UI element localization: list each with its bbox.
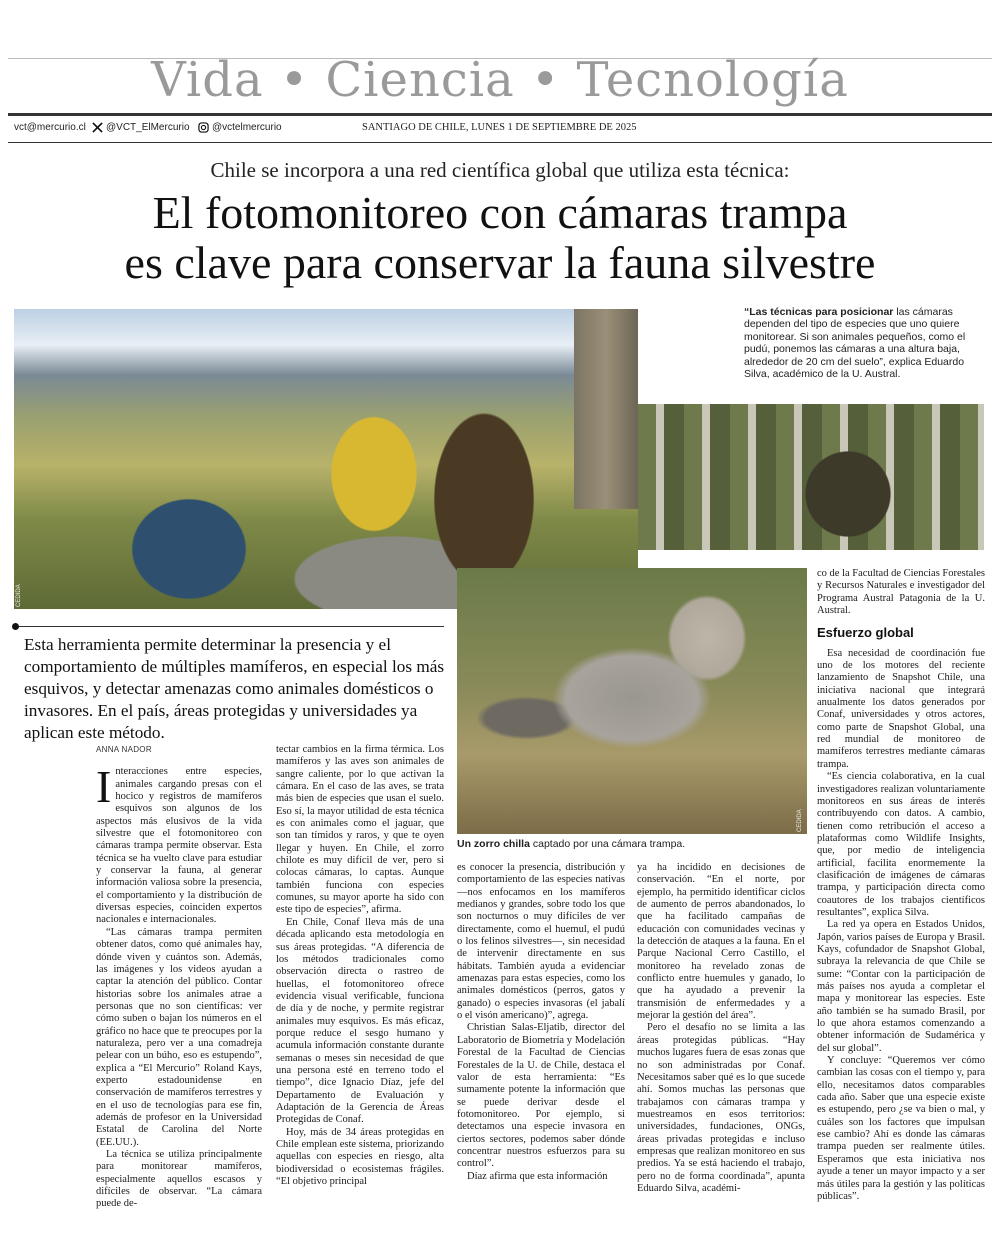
subhead-esfuerzo-global: Esfuerzo global <box>817 625 914 641</box>
body-column-4 <box>637 862 805 1195</box>
masthead-rule <box>8 113 992 116</box>
dateline: SANTIAGO DE CHILE, LUNES 1 DE SEPTIEMBRE DE 2025 <box>362 122 637 133</box>
caption-fox-text: captado por una cámara trampa. <box>529 838 686 850</box>
x-icon <box>92 122 103 136</box>
body-paragraph: Interacciones entre especies, animales cargando presas con el hocico y registros de mamíferos esquivos son algunos de los aspectos más elusivos de la vida silvestre que el fotomonitoreo con cámaras trampa permite observar. Esta técnica se ha vuelto clave para estudiar y conservar la fauna, al generar información valiosa sobre la presencia, el comportamiento y la distribución de diversas especies, coinciden expertos nacionales e internacionales. <box>96 761 262 926</box>
photo-rock <box>574 309 638 509</box>
x-handle[interactable]: @VCT_ElMercurio <box>106 122 190 133</box>
caption-techniques-text: las cámaras dependen del tipo de especies que uno quiere monitorear. Si son animales pequeños, como el pudú, ponemos las cámaras a una altura baja, alrededor de 20 cm del suelo”, explica Eduardo Silva, académico de la U. Austral. <box>744 306 966 381</box>
caption-techniques-bold: “Las técnicas para posicionar <box>744 306 894 318</box>
body-paragraph: “Las cámaras trampa permiten obtener datos, como qué animales hay, dónde viven y cuántos son. Además, las imágenes y los videos ayudan a captar la atención del público. Contar historias sobre los animales atrae a personas que no son científicas: ver cómo suben o bajan los números en el gráfico no hace que te preocupes por la naturaleza, pero ver a una comadreja pelear con un búho, eso es estupendo”, explica a “El Mercurio” Roland Kays, experto estadounidense en conservación de mamíferos terrestres y en el uso de tecnologías para ese fin, además de profesor en la Universidad Estatal de Carolina del Norte (EE.UU.). <box>96 926 262 1148</box>
body-column-2 <box>276 744 444 1188</box>
body-paragraph: La red ya opera en Estados Unidos, Japón, varios países de Europa y Brasil. Kays, cofundador de Snapshot Global, subraya la relevancia de que Chile se sume: “Contar con la participación de más países nos ayuda a completar el mapa y monitorear las especies. Este año también se ha sumado Brasil, por lo que ahora estamos comenzando a obtener información de Sudamérica y del sur global”. <box>817 919 985 1054</box>
body-paragraph: La técnica se utiliza principalmente para monitorear mamíferos, especialmente aquellos escasos y difíciles de observar. “La cámara puede de- <box>96 1149 262 1210</box>
body-paragraph: En Chile, Conaf lleva más de una década aplicando esta metodología en sus áreas protegidas. “A diferencia de los métodos tradicionales como observación directa o rastreo de huellas, el fotomonitoreo ofrece evidencia visual verificable, funciona de día y de noche, y permite registrar animales muy esquivos. Es más eficaz, porque reduce el sesgo humano y acumula información constante durante semanas o meses sin necesidad de que una persona esté en terreno todo el tiempo”, dice Ignacio Díaz, jefe del Departamento de Evaluación y Adaptación de la Gerencia de Áreas Protegidas de Conaf. <box>276 916 444 1126</box>
body-paragraph: “Es ciencia colaborativa, en la cual investigadores realizan voluntariamente monitoreos en sus áreas de interés contribuyendo con datos. A cambio, tienen como retribución el acceso a plataformas como Wildlife Insights, que, por medio de inteligencia artificial, facilita enormemente la clasificación de imágenes de cámaras trampa, y participación directa como coautores de los trabajos científicos resultantes”, explica Silva. <box>817 771 985 918</box>
caption-fox-bold: Un zorro chilla <box>457 838 530 850</box>
info-rule <box>8 142 992 143</box>
headline-line-2: es clave para conservar la fauna silvestre <box>124 237 876 288</box>
body-column-5 <box>817 568 985 1203</box>
photo-fox <box>457 568 807 834</box>
instagram-handle[interactable]: @vctelmercurio <box>212 122 282 133</box>
lead-rule <box>14 626 444 627</box>
section-title: Vida • Ciencia • Tecnología <box>151 52 849 108</box>
photo-credit: CEDIDA <box>16 584 22 607</box>
body-paragraph: Hoy, más de 34 áreas protegidas en Chile emplean este sistema, priorizando aquellas con especies en riesgo, alta biodiversidad o ecosistemas frágiles. “El objetivo principal <box>276 1126 444 1188</box>
kicker: Chile se incorpora a una red científica global que utiliza esta técnica: <box>210 158 790 182</box>
body-paragraph: co de la Facultad de Ciencias Forestales y Recursos Naturales e investigador del Programa Austral Patagonia de la U. Austral. <box>817 568 985 617</box>
body-paragraph: Y concluye: “Queremos ver cómo cambian las cosas con el tiempo y, para ello, necesitamos datos comparables cada año. Saber que una especie existe es estupendo, pero ¿se va bien o mal, y cuáles son los factores que impulsan ese cambio? Ahí es donde las cámaras trampa pueden ser realmente útiles. Esperamos que esta iniciativa nos ayude a tener un mayor impacto y a ser más útiles para la gestión y las políticas públicas”. <box>817 1055 985 1202</box>
body-paragraph: ya ha incidido en decisiones de conservación. “En el norte, por ejemplo, ha permitido identificar ciclos de aumento de perros abandonados, lo que ha facilitado campañas de educación con comunidades vecinas y la detección de ataques a la fauna. En el Parque Nacional Cerro Castillo, el monitoreo ha revelado zonas de conflicto entre huemules y ganado, lo que ha ayudado a prevenir la transmisión de enfermedades y a mejorar la gestión del área”. <box>637 862 805 1022</box>
body-column-3 <box>457 862 625 1183</box>
body-paragraph: Díaz afirma que esta información <box>467 1170 608 1182</box>
headline <box>0 188 1000 288</box>
instagram-icon <box>198 122 209 136</box>
body-paragraph: Christian Salas-Eljatib, director del Laboratorio de Biometría y Modelación Forestal de la Facultad de Ciencias Forestales de la U. de Chile, destaca el valor de esta herramienta: “Es sumamente potente la información que se puede derivar desde el fotomonitoreo. Por ejemplo, si detectamos una especie invasora en ciertos sectores, podemos saber dónde concentrar nuestros esfuerzos para su control”. <box>457 1022 625 1170</box>
body-paragraph: Pero el desafío no se limita a las áreas protegidas públicas. “Hay muchos lugares fuera de esas zonas que no son administradas por Conaf. Necesitamos saber qué es lo que sucede ahí. Somos muchas las personas que trabajamos con cámaras trampa y muestreamos en esos territorios: universidades, fundaciones, ONGs, áreas privadas protegidas e incluso empresas que realizan monitoreo en sus predios. Ya se está haciendo el trabajo, pero no de forma coordinada”, apunta Eduardo Silva, académi- <box>637 1022 805 1194</box>
email-link[interactable]: vct@mercurio.cl <box>14 122 86 133</box>
body-paragraph: Esa necesidad de coordinación fue uno de los motores del reciente lanzamiento de Snapshot Chile, una iniciativa nacional que integrará anualmente los datos generados por Conaf, universidades y otros actores, como parte de Snapshot Global, una red mundial de monitoreo de mamíferos terrestres mediante cámaras trampa. <box>817 647 985 770</box>
photo-field-team <box>14 309 638 609</box>
lead-paragraph: Esta herramienta permite determinar la presencia y el comportamiento de múltiples mamíferos, en especial los más esquivos, y detectar amenazas como animales domésticos o invasores. En el país, áreas protegidas y universidades ya aplican este método. <box>24 635 445 742</box>
body-paragraph: tectar cambios en la firma térmica. Los mamíferos y las aves son animales de sangre caliente, por lo que activan la cámara. En el caso de las aves, se trata más bien de especies que usan el suelo. Eso sí, la mayor utilidad de esta técnica es con animales como el jaguar, que son tan tímidos y raros, y que te oyen llegar y huyen. En Chile, el zorro chilote es muy difícil de ver, pero si colocas cámaras, lo captas. Aunque también funciona con especies comunes, su mayor aporte ha sido con este tipo de especies”, afirma. <box>276 744 444 916</box>
info-bar <box>14 122 986 138</box>
caption-fox <box>457 838 807 850</box>
dropcap: I <box>96 761 112 813</box>
body-paragraph: es conocer la presencia, distribución y comportamiento de las especies nativas —nos enfocamos en los mamíferos medianos y grandes, sobre todo los que son nocturnos o muy difíciles de ver directamente, como el huemul, el pudú o los felinos silvestres—, sin necesidad de intervenir directamente en sus hábitats. También ayuda a evidenciar amenazas para estas especies, como los animales domésticos (perros, gatos y ganado) o especies invasoras (el jabalí o el visón americano)”, agrega. <box>457 862 625 1022</box>
body-column-1 <box>96 744 262 1211</box>
lead-bullet <box>12 623 19 630</box>
photo-credit: CEDIDA <box>797 809 803 832</box>
caption-techniques <box>744 306 984 380</box>
byline: ANNA NADOR <box>96 745 152 754</box>
headline-line-1: El fotomonitoreo con cámaras trampa <box>152 187 848 238</box>
photo-camera-install <box>638 404 984 550</box>
